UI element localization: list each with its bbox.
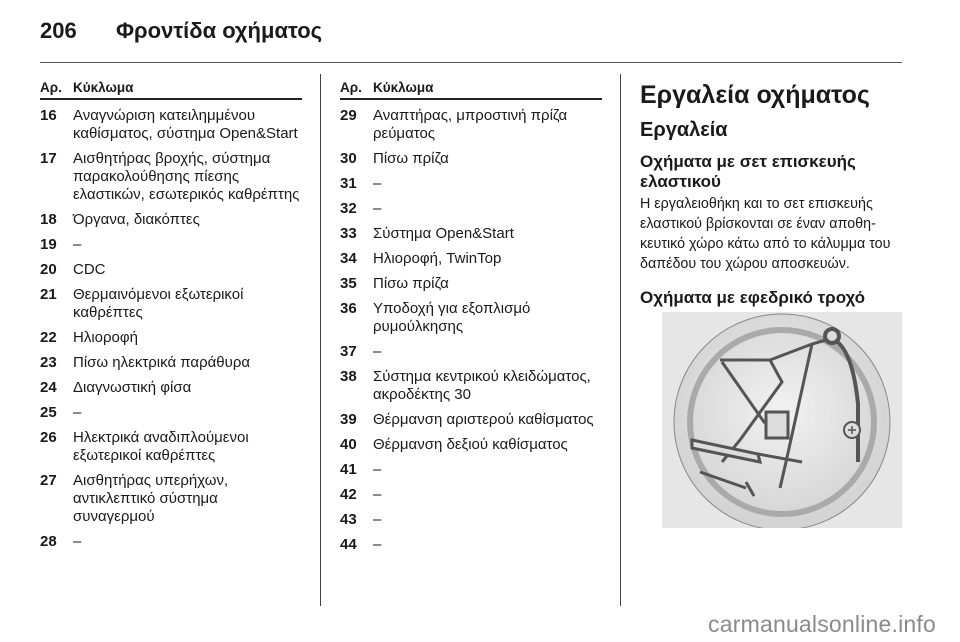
table-row — [340, 461, 602, 479]
section-title: Εργαλεία οχήματος — [640, 81, 870, 109]
fuse-number: 28 — [40, 533, 57, 550]
fuse-number: 43 — [340, 511, 357, 528]
fuse-number: 36 — [340, 300, 357, 317]
circuit-description: – — [73, 236, 82, 253]
circuit-description: – — [373, 536, 382, 553]
page-number: 206 — [40, 18, 77, 43]
table-row — [340, 200, 602, 218]
table-row — [340, 300, 602, 336]
circuit-description: Ηλεκτρικά αναδιπλούμενοι εξωτερικοί καθρέπτες — [73, 429, 249, 464]
header-number: Αρ. — [40, 80, 62, 95]
circuit-description: – — [73, 533, 82, 550]
circuit-description: Ηλιοροφή — [73, 329, 138, 346]
circuit-description: Υποδοχή για εξοπλισμό ρυμούλκησης — [373, 300, 531, 335]
table-header — [340, 80, 602, 100]
table-row — [40, 404, 302, 422]
table-row — [340, 536, 602, 554]
column-divider — [320, 74, 321, 606]
circuit-description: – — [373, 486, 382, 503]
tools-section — [640, 80, 902, 308]
fuse-number: 22 — [40, 329, 57, 346]
table-row — [340, 511, 602, 529]
table-row — [340, 275, 602, 293]
fuse-number: 29 — [340, 107, 357, 124]
table-row — [40, 211, 302, 229]
repair-kit-text: Η εργαλειοθήκη και το σετ επισκευής ελαστικού βρίσκονται σε έναν αποθη-κευτικό χώρο κάτω από το κάλυμμα του δαπέδου του χώρου αποσκευών. — [640, 196, 891, 272]
table-row — [340, 250, 602, 268]
table-row — [340, 486, 602, 504]
table-row — [40, 286, 302, 322]
circuit-description: Θέρμανση αριστερού καθίσματος — [373, 411, 594, 428]
circuit-description: Σύστημα κεντρικού κλειδώματος, ακροδέκτης 30 — [373, 368, 591, 403]
table-row — [40, 236, 302, 254]
table-row — [40, 107, 302, 143]
circuit-description: Πίσω ηλεκτρικά παράθυρα — [73, 354, 251, 371]
table-row — [40, 472, 302, 526]
fuse-number: 21 — [40, 286, 57, 303]
header-number: Αρ. — [340, 80, 362, 95]
fuse-number: 37 — [340, 343, 357, 360]
circuit-description: Σύστημα Open&Start — [373, 225, 514, 242]
circuit-description: Αισθητήρας βροχής, σύστημα παρακολούθησης πίεσης ελαστικών, εσωτερικός καθρέπτης — [73, 150, 300, 203]
fuse-number: 31 — [340, 175, 357, 192]
circuit-description: Πίσω πρίζα — [373, 275, 449, 292]
table-row — [340, 411, 602, 429]
fuse-number: 25 — [40, 404, 57, 421]
table-row — [340, 107, 602, 143]
table-row — [40, 329, 302, 347]
fuse-number: 27 — [40, 472, 57, 489]
fuse-number: 38 — [340, 368, 357, 385]
table-row — [40, 354, 302, 372]
page-title: Φροντίδα οχήματος — [116, 18, 323, 43]
table-row — [340, 436, 602, 454]
circuit-description: Θερμαινόμενοι εξωτερικοί καθρέπτες — [73, 286, 244, 321]
fuse-number: 42 — [340, 486, 357, 503]
table-row — [340, 150, 602, 168]
table-row — [40, 533, 302, 551]
circuit-description: – — [373, 200, 382, 217]
header-circuit: Κύκλωμα — [73, 80, 134, 95]
table-row — [40, 379, 302, 397]
fuse-number: 40 — [340, 436, 357, 453]
circuit-description: CDC — [73, 261, 106, 278]
circuit-description: Θέρμανση δεξιού καθίσματος — [373, 436, 568, 453]
fuse-number: 33 — [340, 225, 357, 242]
circuit-description: – — [373, 461, 382, 478]
tool-kit-illustration — [662, 312, 902, 528]
table-row — [40, 261, 302, 279]
fuse-number: 20 — [40, 261, 57, 278]
fuse-number: 16 — [40, 107, 57, 124]
fuse-number: 18 — [40, 211, 57, 228]
header-divider — [40, 62, 902, 63]
circuit-description: Αναπτήρας, μπροστινή πρίζα ρεύματος — [373, 107, 568, 142]
spare-wheel-heading: Οχήματα με εφεδρικό τροχό — [640, 288, 866, 307]
circuit-description: Πίσω πρίζα — [373, 150, 449, 167]
circuit-description: Όργανα, διακόπτες — [73, 211, 200, 228]
circuit-description: – — [373, 511, 382, 528]
column-divider — [620, 74, 621, 606]
circuit-description: – — [373, 175, 382, 192]
circuit-description: Αναγνώριση κατειλημμένου καθίσματος, σύστημα Open&Start — [73, 107, 298, 142]
circuit-description: Διαγνωστική φίσα — [73, 379, 192, 396]
fuse-table-right — [340, 80, 602, 554]
table-row — [340, 368, 602, 404]
fuse-number: 26 — [40, 429, 57, 446]
fuse-number: 32 — [340, 200, 357, 217]
table-row — [40, 429, 302, 465]
table-row — [340, 175, 602, 193]
fuse-number: 44 — [340, 536, 357, 553]
circuit-description: – — [373, 343, 382, 360]
table-row — [40, 150, 302, 204]
circuit-description: Αισθητήρας υπερήχων, αντικλεπτικό σύστημα συναγερμού — [73, 472, 229, 525]
circuit-description: Ηλιοροφή, TwinTop — [373, 250, 502, 267]
table-row — [340, 343, 602, 361]
fuse-number: 41 — [340, 461, 357, 478]
fuse-number: 19 — [40, 236, 57, 253]
fuse-table-left — [40, 80, 302, 551]
fuse-number: 17 — [40, 150, 57, 167]
table-header — [40, 80, 302, 100]
header-circuit: Κύκλωμα — [373, 80, 434, 95]
fuse-number: 35 — [340, 275, 357, 292]
page-header — [40, 18, 322, 48]
watermark: carmanualsonline.info — [708, 611, 936, 637]
repair-kit-heading: Οχήματα με σετ επισκευής ελαστικού — [640, 152, 856, 191]
fuse-number: 23 — [40, 354, 57, 371]
table-row — [340, 225, 602, 243]
circuit-description: – — [73, 404, 82, 421]
fuse-number: 24 — [40, 379, 57, 396]
fuse-number: 34 — [340, 250, 357, 267]
fuse-number: 30 — [340, 150, 357, 167]
section-subtitle: Εργαλεία — [640, 119, 728, 141]
fuse-number: 39 — [340, 411, 357, 428]
